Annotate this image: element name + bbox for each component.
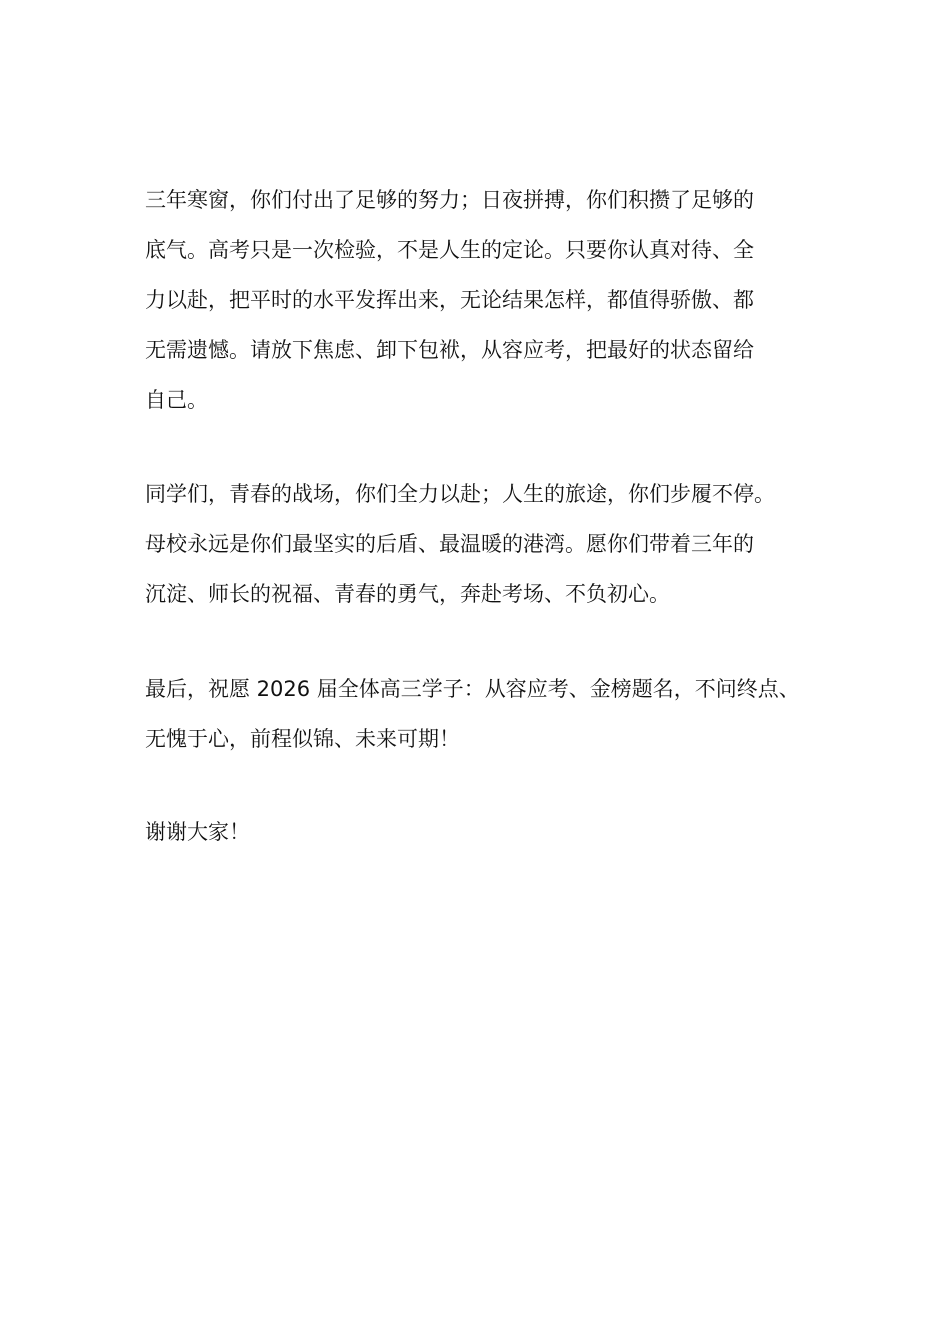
text-line: 自己。: [145, 388, 208, 412]
text-line: 力以赴，把平时的水平发挥出来，无论结果怎样，都值得骄傲、都: [145, 288, 754, 312]
paragraph-exam-encouragement: [145, 175, 835, 425]
document-body: [145, 175, 835, 857]
text-line: 同学们，青春的战场，你们全力以赴；人生的旅途，你们步履不停。: [145, 482, 775, 506]
text-line: 无需遗憾。请放下焦虑、卸下包袱，从容应考，把最好的状态留给: [145, 338, 754, 362]
paragraph-best-wishes: [145, 664, 835, 764]
text-line: 最后，祝愿 2026 届全体高三学子：从容应考、金榜题名，不问终点、: [145, 677, 800, 701]
text-line: 沉淀、师长的祝福、青春的勇气，奔赴考场、不负初心。: [145, 582, 670, 606]
paragraph-alma-mater: [145, 469, 835, 619]
text-line: 底气。高考只是一次检验，不是人生的定论。只要你认真对待、全: [145, 238, 754, 262]
text-line: 谢谢大家！: [145, 820, 250, 844]
text-line: 三年寒窗，你们付出了足够的努力；日夜拼搏，你们积攒了足够的: [145, 188, 754, 212]
text-line: 无愧于心，前程似锦、未来可期！: [145, 727, 460, 751]
text-line: 母校永远是你们最坚实的后盾、最温暖的港湾。愿你们带着三年的: [145, 532, 754, 556]
paragraph-thanks: [145, 807, 835, 857]
